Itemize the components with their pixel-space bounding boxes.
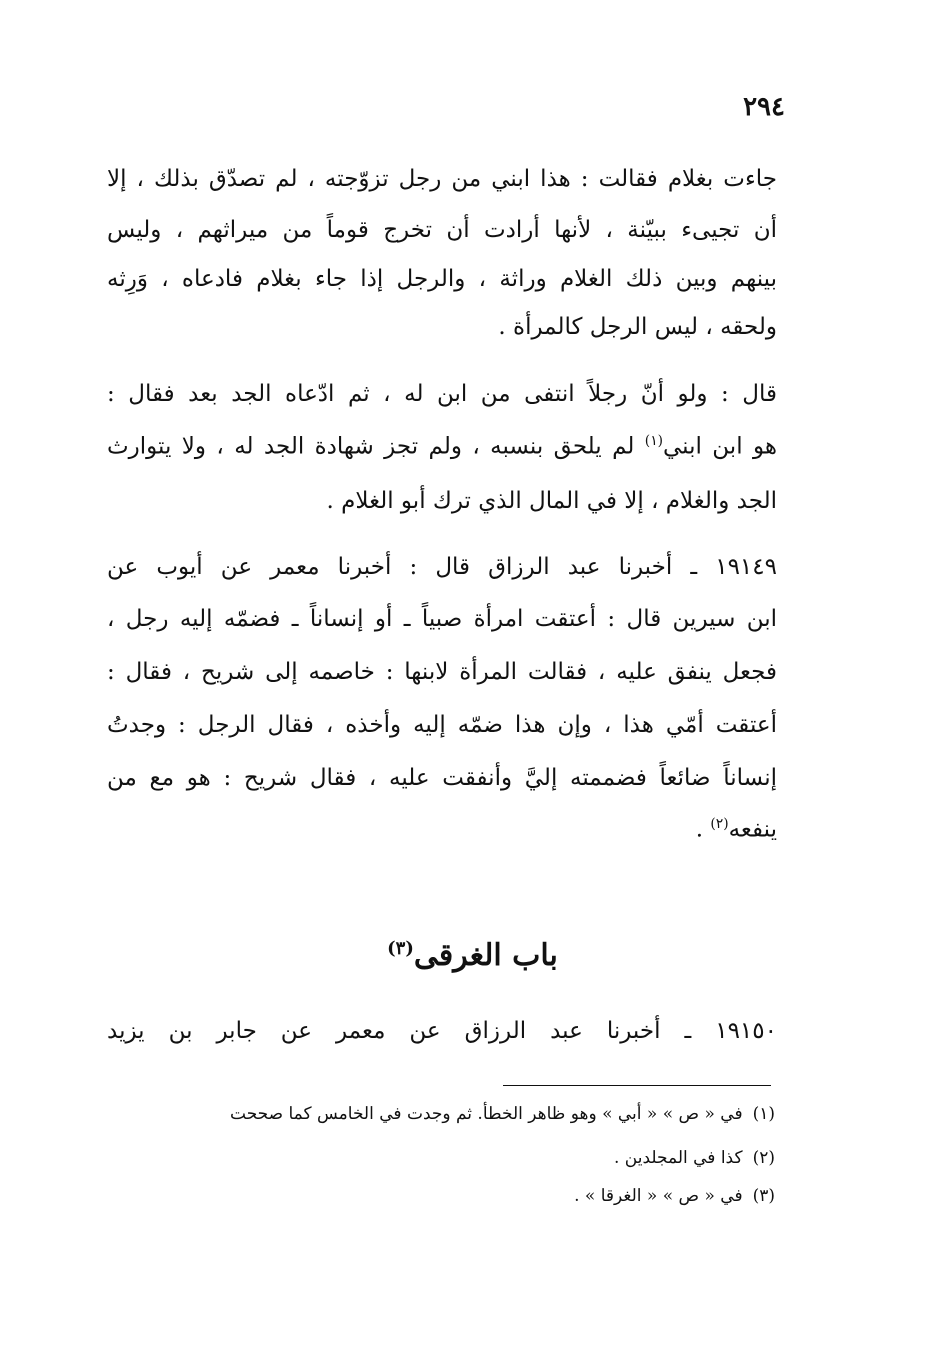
- footnote-rule: [503, 1085, 771, 1086]
- footnote-number: (٢): [752, 1148, 775, 1168]
- text-line: جاءت بغلام فقالت : هذا ابني من رجل تزوّجته ، لم تصدّق بذلك ، إلا: [107, 166, 777, 192]
- footnote-2: [120, 1150, 775, 1167]
- footnote-ref-3: (٣): [387, 938, 414, 959]
- text-line: قال : ولو أنّ رجلاً انتفى من ابن له ، ثم ادّعاه الجد بعد فقال :: [107, 381, 777, 407]
- page-number: ٢٩٤: [743, 92, 785, 122]
- footnote-1: [120, 1106, 775, 1123]
- text-line: أعتقت أمّي هذا ، وإن هذا ضمّه إليه وأخذه ، فقال الرجل : وجدتُ: [107, 712, 777, 738]
- heading-text: باب الغرقى: [413, 938, 558, 973]
- text-run: هو ابن ابني: [663, 433, 777, 460]
- footnote-number: (١): [752, 1104, 775, 1124]
- text-line: [107, 435, 777, 459]
- footnote-ref-2: (٢): [710, 816, 729, 832]
- text-line: [107, 818, 777, 842]
- text-line: أن تجيىء ببيّنة ، لأنها أرادت أن تخرج قوماً من ميراثهم ، وليس: [107, 217, 777, 243]
- text-line: فجعل ينفق عليه ، فقالت المرأة لابنها : خاصمه إلى شريح ، فقال :: [107, 659, 777, 685]
- text-line: إنساناً ضائعاً فضممته إليَّ وأنفقت عليه ، فقال شريح : هو مع من: [107, 765, 777, 791]
- text-line: ١٩١٤٩ ـ أخبرنا عبد الرزاق قال : أخبرنا معمر عن أيوب عن: [107, 554, 777, 580]
- text-run: ينفعه: [728, 816, 777, 843]
- text-line: ابن سيرين قال : أعتقت امرأة صبياً ـ أو إنساناً ـ فضمّه إليه رجل ،: [107, 606, 777, 632]
- text-line: ولحقه ، ليس الرجل كالمرأة .: [498, 314, 777, 340]
- text-line: ١٩١٥٠ ـ أخبرنا عبد الرزاق عن معمر عن جابر بن يزيد: [107, 1018, 777, 1044]
- footnote-3: [120, 1188, 775, 1205]
- footnote-number: (٣): [752, 1186, 775, 1206]
- chapter-heading: [0, 938, 945, 973]
- text-line: بينهم وبين ذلك الغلام وراثة ، والرجل إذا جاء بغلام فادعاه ، وَرِثه: [107, 266, 777, 292]
- text-run: لم يلحق بنسبه ، ولم تجز شهادة الجد له ، ولا يتوارث: [107, 433, 645, 460]
- footnote-ref-1: (١): [644, 433, 663, 449]
- footnote-text: كذا في المجلدين .: [613, 1148, 743, 1168]
- footnote-text: في « ص » « أبي » وهو ظاهر الخطأ. ثم وجدت في الخامس كما صححت: [230, 1104, 743, 1124]
- text-line: الجد والغلام ، إلا في المال الذي ترك أبو الغلام .: [326, 488, 777, 514]
- text-run: .: [695, 816, 711, 843]
- footnote-text: في « ص » « الغرقا » .: [574, 1186, 743, 1206]
